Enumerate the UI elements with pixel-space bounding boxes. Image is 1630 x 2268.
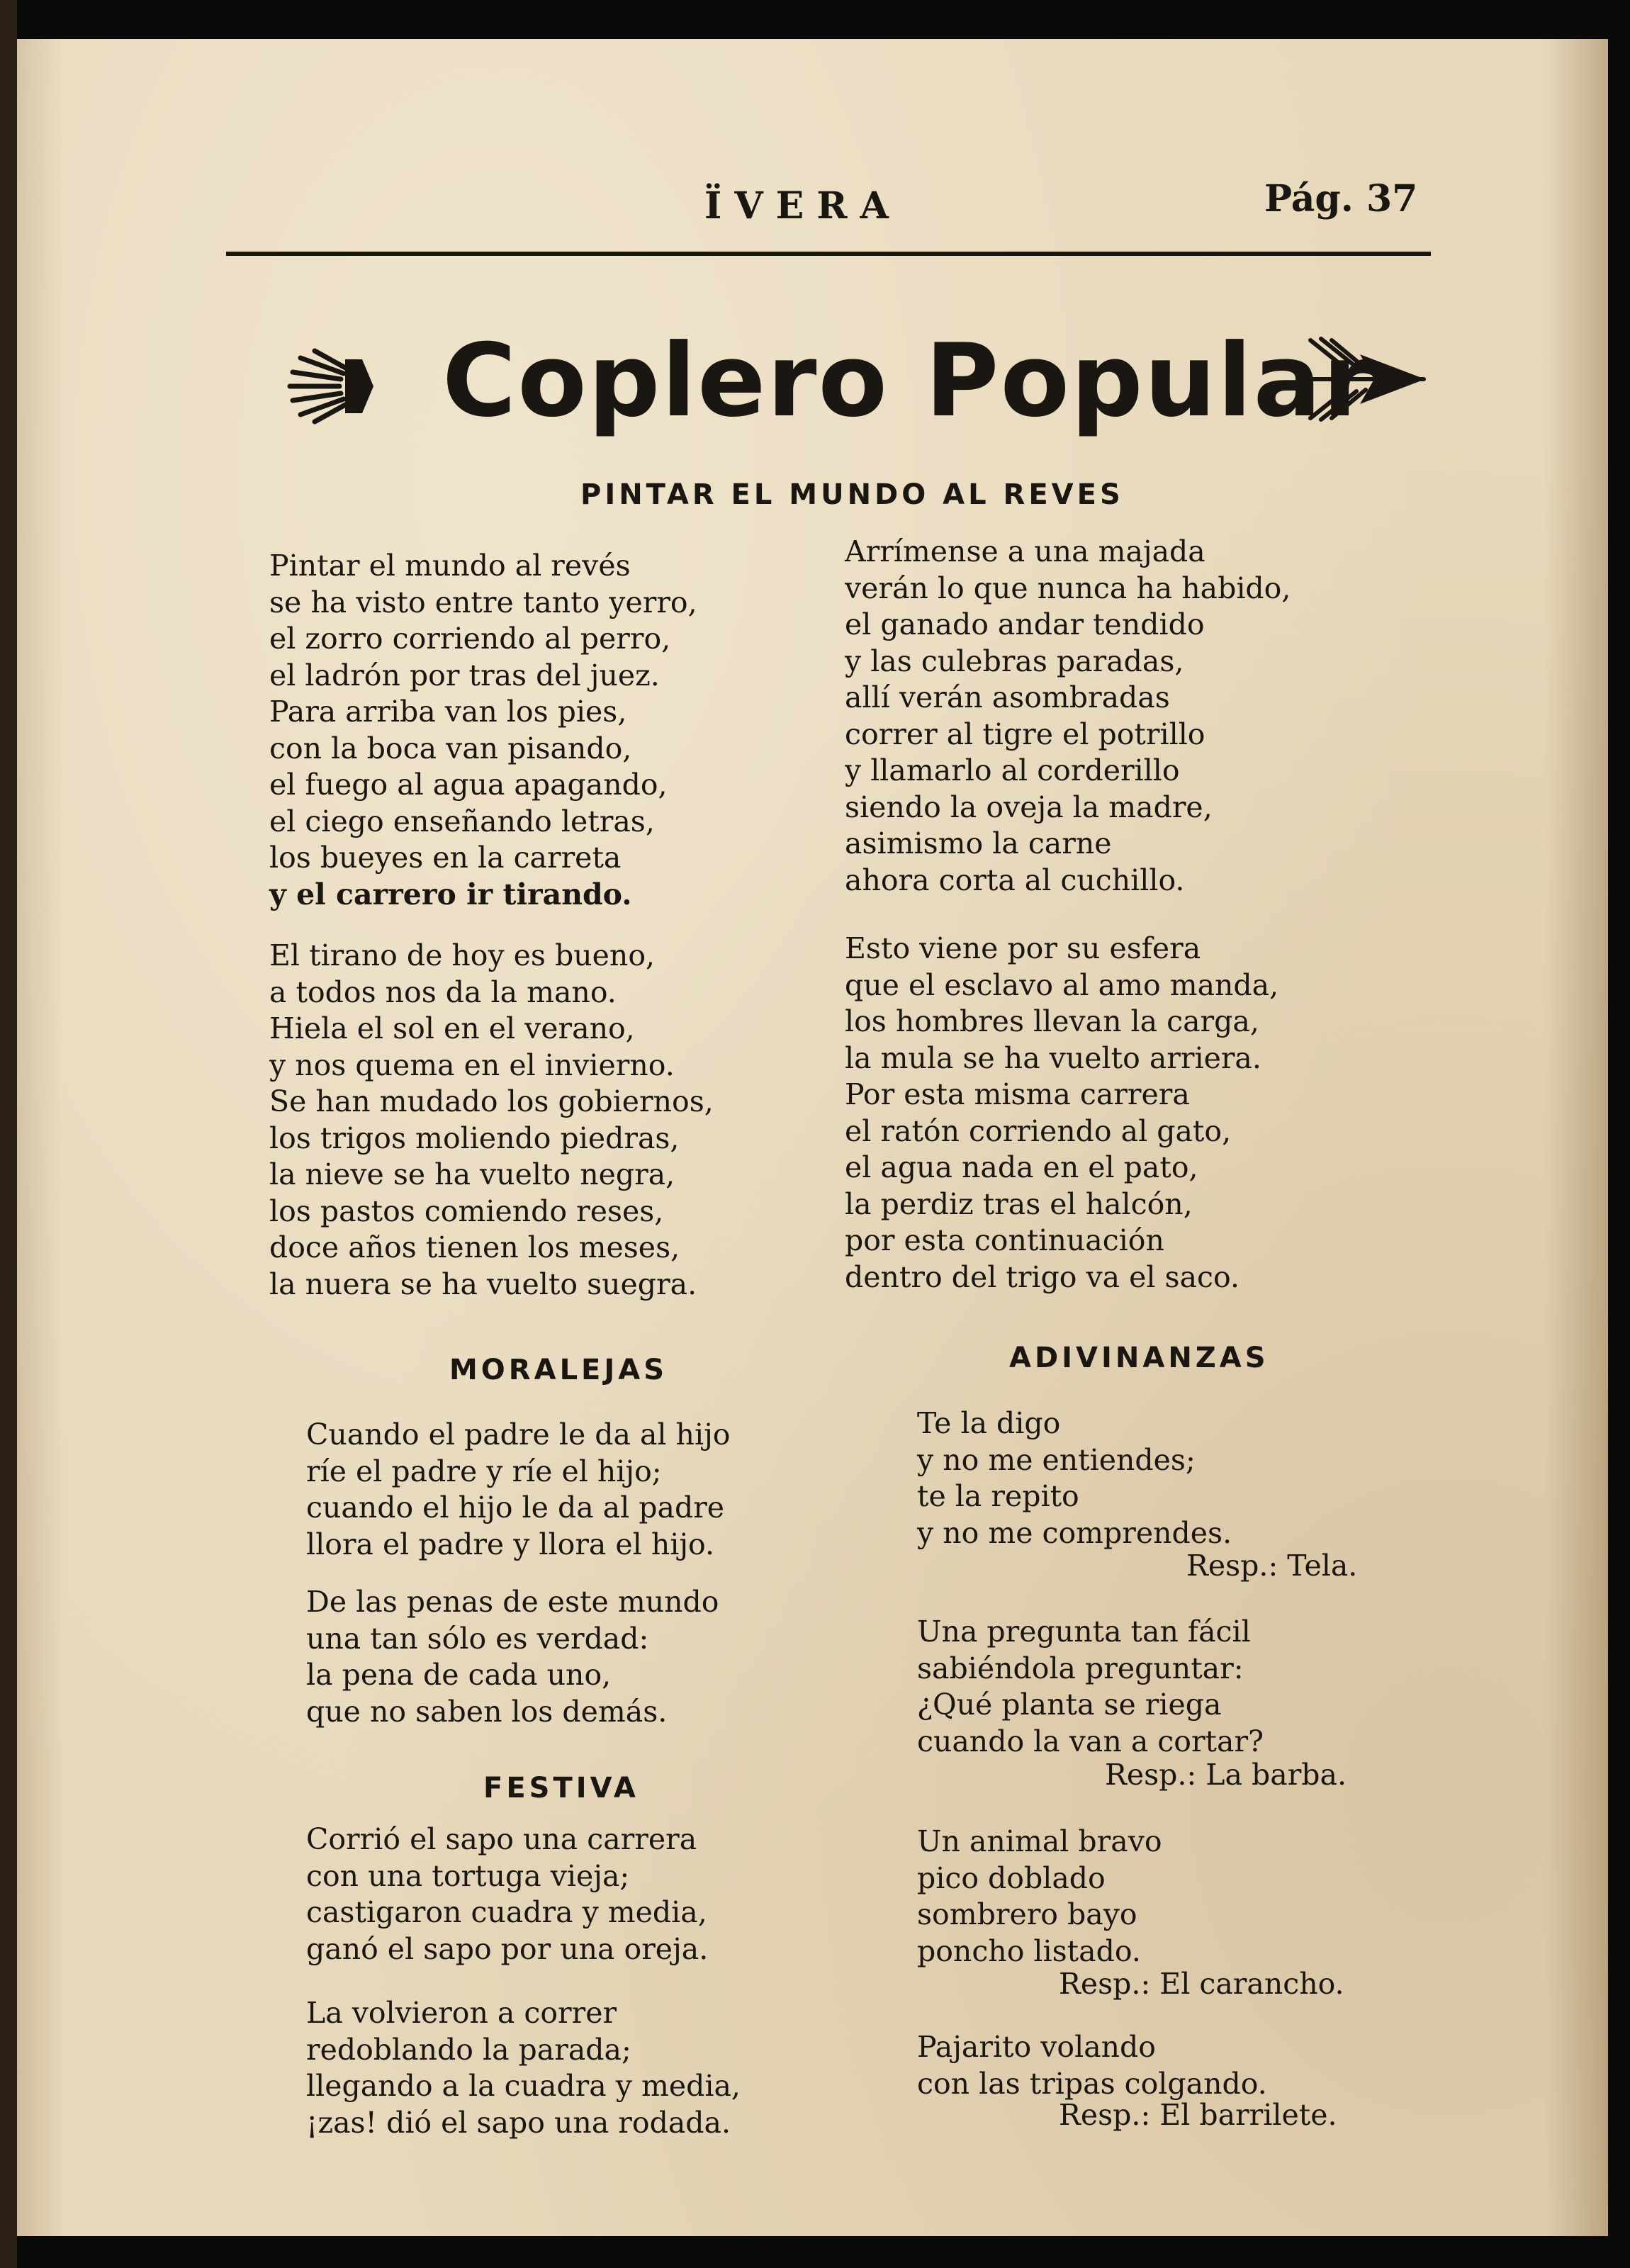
verse-line: Cuando el padre le da al hijo <box>306 1418 731 1452</box>
verse-line: por esta continuación <box>845 1223 1164 1257</box>
verse-line: y no me entiendes; <box>917 1442 1196 1477</box>
verse-line: con la boca van pisando, <box>269 731 632 765</box>
verse-line: sombrero bayo <box>917 1897 1137 1931</box>
pintar-left-stanza-1 <box>269 548 697 913</box>
verse-line: y las culebras paradas, <box>845 644 1184 678</box>
verse-line: Pintar el mundo al revés <box>269 549 631 583</box>
verse-line: Te la digo <box>917 1406 1061 1440</box>
arrow-ornament-icon <box>1303 333 1427 425</box>
verse-line: Pajarito volando <box>917 2030 1156 2064</box>
pintar-right-stanza-2 <box>845 931 1278 1296</box>
verse-line: siendo la oveja la madre, <box>845 790 1213 824</box>
verse-line: se ha visto entre tanto yerro, <box>269 585 697 619</box>
verse-line: Se han mudado los gobiernos, <box>269 1084 714 1118</box>
verse-line: El tirano de hoy es bueno, <box>269 938 656 972</box>
verse-line: sabiéndola preguntar: <box>917 1651 1244 1685</box>
verse-line: los hombres llevan la carga, <box>845 1004 1259 1038</box>
riddle-1 <box>917 1405 1232 1551</box>
festiva-stanza-1 <box>306 1821 708 1967</box>
verse-line: que el esclavo al amo manda, <box>845 967 1279 1002</box>
verse-line: te la repito <box>917 1479 1079 1513</box>
masthead-title: Coplero Popular <box>442 322 1374 439</box>
verse-line: pico doblado <box>917 1860 1106 1895</box>
festiva-stanza-2 <box>306 1995 741 2141</box>
verse-line: la pena de cada uno, <box>306 1658 612 1692</box>
verse-line: ganó el sapo por una oreja. <box>306 1931 709 1966</box>
verse-line: los trigos moliendo piedras, <box>269 1121 680 1155</box>
riddle-2-answer: Resp.: La barba. <box>1105 1758 1347 1792</box>
verse-line: el ciego enseñando letras, <box>269 804 655 838</box>
section-heading-adivinanzas: ADIVINANZAS <box>1009 1342 1269 1374</box>
verse-line: llora el padre y llora el hijo. <box>306 1527 715 1561</box>
riddle-3 <box>917 1824 1162 1970</box>
verse-line: asimismo la carne <box>845 826 1112 860</box>
riddle-2 <box>917 1614 1264 1760</box>
riddle-1-answer: Resp.: Tela. <box>1186 1549 1358 1583</box>
verse-line: ¿Qué planta se riega <box>917 1688 1222 1722</box>
pintar-right-stanza-1 <box>845 534 1291 899</box>
verse-line: ríe el padre y ríe el hijo; <box>306 1454 662 1488</box>
verse-line: llegando a la cuadra y media, <box>306 2069 741 2103</box>
verse-line: correr al tigre el potrillo <box>845 717 1205 751</box>
verse-line: redoblando la parada; <box>306 2032 631 2067</box>
section-heading-pintar: PINTAR EL MUNDO AL REVES <box>580 478 1124 511</box>
scan-edge <box>0 0 17 2268</box>
verse-line: cuando el hijo le da al padre <box>306 1491 725 1525</box>
verse-line: Por esta misma carrera <box>845 1077 1190 1111</box>
verse-line: la nieve se ha vuelto negra, <box>269 1157 675 1191</box>
riddle-4 <box>917 2029 1267 2102</box>
verse-line: y no me comprendes. <box>917 1515 1232 1550</box>
verse-line: Un animal bravo <box>917 1824 1162 1858</box>
verse-line: el zorro corriendo al perro, <box>269 622 671 656</box>
verse-line: doce años tienen los meses, <box>269 1230 680 1264</box>
fan-ornament-icon <box>283 344 378 429</box>
verse-line: los pastos comiendo reses, <box>269 1194 664 1228</box>
verse-line: el ganado andar tendido <box>845 607 1205 641</box>
verse-line: Hiela el sol en el verano, <box>269 1011 635 1045</box>
verse-line: castigaron cuadra y media, <box>306 1895 707 1929</box>
verse-line: ¡zas! dió el sapo una rodada. <box>306 2105 731 2140</box>
pintar-left-stanza-2 <box>269 938 714 1303</box>
page-number: Pág. 37 <box>1264 177 1418 220</box>
verse-line: el ladrón por tras del juez. <box>269 658 660 692</box>
verse-line: la perdiz tras el halcón, <box>845 1186 1193 1221</box>
verse-line: La volvieron a correr <box>306 1996 617 2030</box>
moralejas-stanza-2 <box>306 1584 719 1730</box>
verse-line: Esto viene por su esfera <box>845 931 1201 965</box>
section-heading-festiva: FESTIVA <box>483 1772 639 1804</box>
verse-line: De las penas de este mundo <box>306 1585 719 1619</box>
verse-line: el fuego al agua apagando, <box>269 768 668 802</box>
verse-line: Una pregunta tan fácil <box>917 1615 1251 1649</box>
verse-line: los bueyes en la carreta <box>269 841 622 875</box>
verse-line: cuando la van a cortar? <box>917 1724 1264 1758</box>
verse-line: el agua nada en el pato, <box>845 1150 1198 1184</box>
verse-line: el ratón corriendo al gato, <box>845 1113 1232 1148</box>
verse-line: una tan sólo es verdad: <box>306 1621 649 1656</box>
verse-line: dentro del trigo va el saco. <box>845 1259 1240 1294</box>
header-rule <box>226 252 1431 256</box>
verse-line: ahora corta al cuchillo. <box>845 863 1185 897</box>
moralejas-stanza-1 <box>306 1417 730 1563</box>
verse-line: Para arriba van los pies, <box>269 695 627 729</box>
verse-line: a todos nos da la mano. <box>269 975 617 1009</box>
verse-line: y llamarlo al corderillo <box>845 753 1180 787</box>
verse-line: verán lo que nunca ha habido, <box>845 571 1291 605</box>
verse-line: poncho listado. <box>917 1933 1141 1968</box>
verse-line: la nuera se ha vuelto suegra. <box>269 1267 697 1301</box>
verse-line: y nos quema en el invierno. <box>269 1048 675 1082</box>
verse-line: Corrió el sapo una carrera <box>306 1822 697 1856</box>
verse-line: con las tripas colgando. <box>917 2066 1267 2101</box>
riddle-3-answer: Resp.: El carancho. <box>1059 1967 1344 2001</box>
verse-line: la mula se ha vuelto arriera. <box>845 1040 1261 1075</box>
section-heading-moralejas: MORALEJAS <box>449 1354 668 1386</box>
verse-line: con una tortuga vieja; <box>306 1858 630 1893</box>
verse-line: que no saben los demás. <box>306 1694 668 1729</box>
verse-line: y el carrero ir tirando. <box>269 877 632 911</box>
header-title: ÏVERA <box>704 184 901 228</box>
riddle-4-answer: Resp.: El barrilete. <box>1059 2098 1337 2132</box>
verse-line: allí verán asombradas <box>845 680 1170 714</box>
verse-line: Arrímense a una majada <box>845 534 1205 568</box>
magazine-page <box>17 39 1608 2236</box>
